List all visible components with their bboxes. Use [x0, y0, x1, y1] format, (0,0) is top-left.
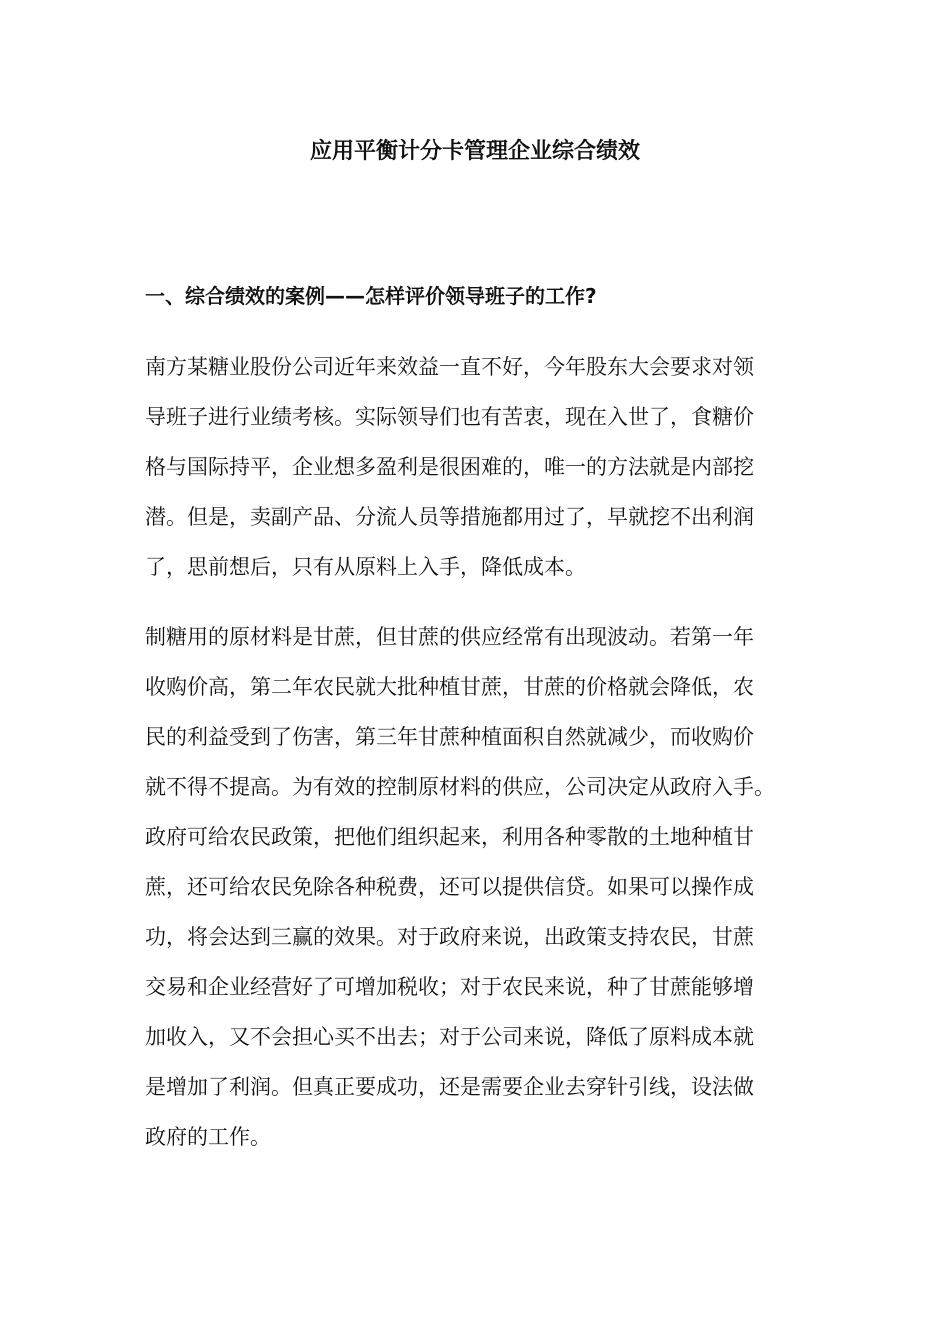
paragraph-line: 了，思前想后，只有从原料上入手，降低成本。 — [145, 555, 586, 579]
paragraph-line: 收购价高，第二年农民就大批种植甘蔗，甘蔗的价格就会降低，农 — [145, 675, 754, 699]
paragraph-raw-material — [145, 612, 810, 1162]
paragraph-line: 加收入，又不会担心买不出去；对于公司来说，降低了原料成本就 — [145, 1025, 754, 1049]
paragraph-line: 政府可给农民政策，把他们组织起来，利用各种零散的土地种植甘 — [145, 825, 754, 849]
paragraph-line: 南方某糖业股份公司近年来效益一直不好，今年股东大会要求对领 — [145, 355, 754, 379]
paragraph-line: 格与国际持平，企业想多盈利是很困难的，唯一的方法就是内部挖 — [145, 455, 754, 479]
paragraph-line: 交易和企业经营好了可增加税收；对于农民来说，种了甘蔗能够增 — [145, 975, 754, 999]
paragraph-line: 是增加了利润。但真正要成功，还是需要企业去穿针引线，设法做 — [145, 1075, 754, 1099]
paragraph-line: 就不得不提高。为有效的控制原材料的供应，公司决定从政府入手。 — [145, 775, 775, 799]
paragraph-line: 民的利益受到了伤害，第三年甘蔗种植面积自然就减少，而收购价 — [145, 725, 754, 749]
paragraph-line: 制糖用的原材料是甘蔗，但甘蔗的供应经常有出现波动。若第一年 — [145, 625, 754, 649]
paragraph-line: 政府的工作。 — [145, 1125, 271, 1149]
paragraph-line: 蔗，还可给农民免除各种税费，还可以提供信贷。如果可以操作成 — [145, 875, 754, 899]
paragraph-line: 功，将会达到三赢的效果。对于政府来说，出政策支持农民，甘蔗 — [145, 925, 754, 949]
paragraph-line: 导班子进行业绩考核。实际领导们也有苦衷，现在入世了，食糖价 — [145, 405, 754, 429]
paragraph-line: 潜。但是，卖副产品、分流人员等措施都用过了，早就挖不出利润 — [145, 505, 754, 529]
paragraph-intro — [145, 342, 810, 592]
document-title: 应用平衡计分卡管理企业综合绩效 — [309, 139, 640, 164]
section-heading: 一、综合绩效的案例——怎样评价领导班子的工作? — [145, 284, 597, 308]
